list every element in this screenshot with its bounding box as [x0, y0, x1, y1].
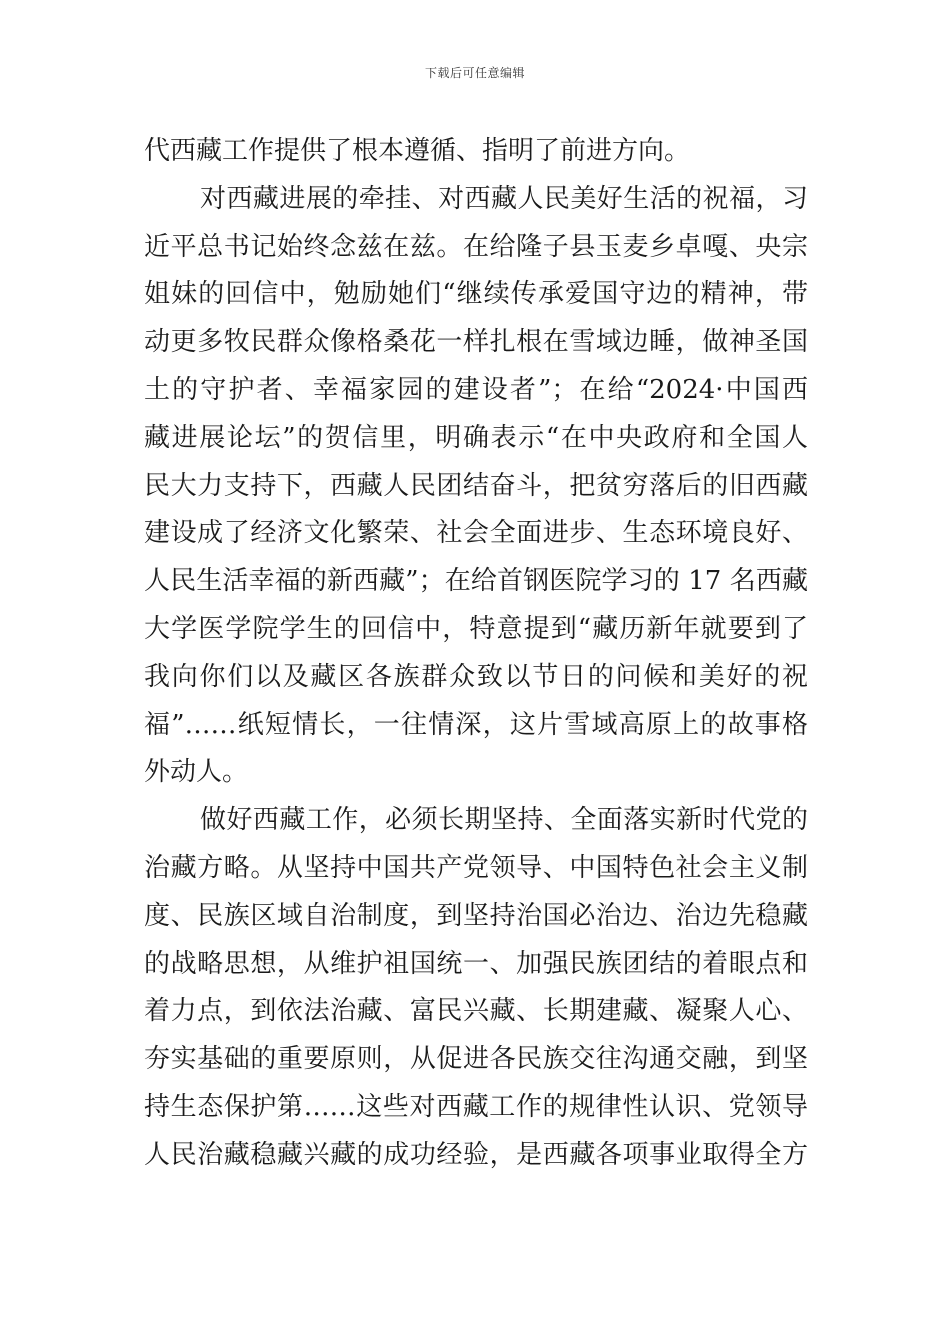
paragraph-3-line: 度、民族区域自治制度，到坚持治国必治边、治边先稳藏 — [144, 900, 808, 931]
paragraph-2-line: 福”……纸短情长，一往情深，这片雪域高原上的故事格 — [144, 709, 808, 740]
paragraph-2-line: 近平总书记始终念兹在兹。在给隆子县玉麦乡卓嘎、央宗 — [144, 231, 808, 262]
paragraph-3-line: 的战略思想，从维护祖国统一、加强民族团结的着眼点和 — [144, 948, 808, 979]
paragraph-2-line: 外动人。 — [144, 757, 249, 788]
paragraph-3-line: 着力点，到依法治藏、富民兴藏、长期建藏、凝聚人心、 — [144, 996, 808, 1027]
paragraph-3-line: 夯实基础的重要原则，从促进各民族交往沟通交融，到坚 — [144, 1044, 808, 1075]
paragraph-2-line: 动更多牧民群众像格桑花一样扎根在雪域边睡，做神圣国 — [144, 327, 808, 358]
paragraph-2-line: 我向你们以及藏区各族群众致以节日的问候和美好的祝 — [144, 661, 808, 692]
page-header: 下载后可任意编辑 — [424, 66, 525, 80]
paragraph-1-line: 代西藏工作提供了根本遵循、指明了前进方向。 — [144, 136, 691, 166]
paragraph-2-line: 大学医学院学生的回信中，特意提到“藏历新年就要到了 — [144, 613, 808, 644]
paragraph-2-line: 姐妹的回信中，勉励她们“继续传承爱国守边的精神，带 — [144, 279, 808, 310]
paragraph-2-line: 民大力支持下，西藏人民团结奋斗，把贫穷落后的旧西藏 — [144, 470, 808, 501]
paragraph-2-line: 土的守护者、幸福家园的建设者”；在给“2024·中国西 — [144, 374, 808, 405]
paragraph-2-line: 人民生活幸福的新西藏”；在给首钢医院学习的 17 名西藏 — [144, 566, 808, 597]
paragraph-3-line: 人民治藏稳藏兴藏的成功经验，是西藏各项事业取得全方 — [144, 1139, 808, 1170]
paragraph-2-line: 藏进展论坛”的贺信里，明确表示“在中央政府和全国人 — [144, 422, 808, 453]
paragraph-3-line: 持生态保护第……这些对西藏工作的规律性认识、党领导 — [144, 1091, 808, 1122]
paragraph-3-line: 治藏方略。从坚持中国共产党领导、中国特色社会主义制 — [144, 852, 808, 883]
paragraph-3-line: 做好西藏工作，必须长期坚持、全面落实新时代党的 — [200, 805, 808, 836]
document-body — [144, 128, 808, 1180]
paragraph-2-line: 建设成了经济文化繁荣、社会全面进步、生态环境良好、 — [144, 518, 808, 549]
paragraph-2-line: 对西藏进展的牵挂、对西藏人民美好生活的祝福，习 — [200, 183, 808, 214]
